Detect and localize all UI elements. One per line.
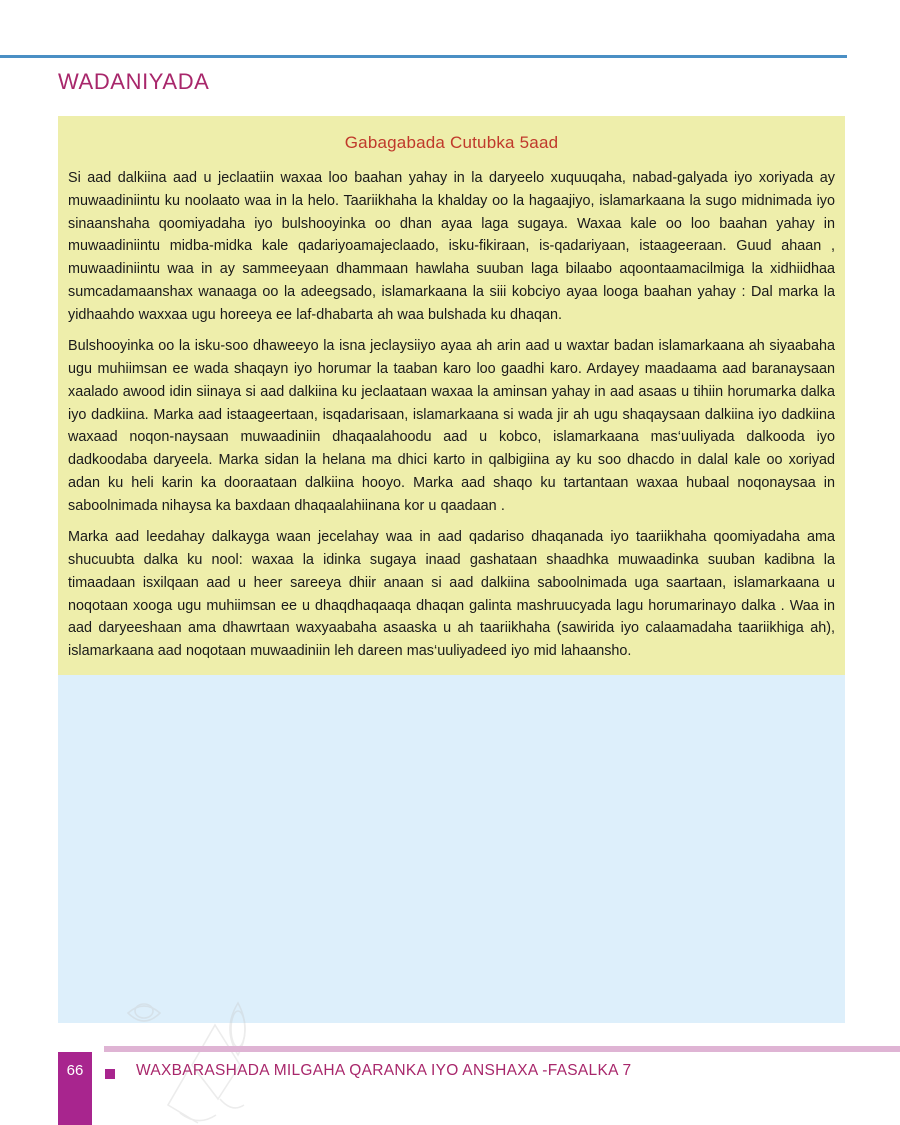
page-title: WADANIYADA (58, 69, 210, 94)
section-heading: Gabagabada Cutubka 5aad (344, 133, 559, 152)
body-paragraph: Si aad dalkiina aad u jeclaatiin waxaa loo baahan yahay in la daryeelo xuquuqaha, nabad-galyada iyo xoriyada ay muwaadiniintu ku noolaato waa in la helo. Taariikhaha la khalday oo la hagaajiyo, islamarkaana la sugo midnimada iyo sinaanshaha qoomiyadaha iyo bulshooyinka oo dhan ayaa laga sugaya. Waxaa kale oo loo baahan yahay in muwaadiniintu midba-midka kale qadariyoamajeclaado, isku-fikiraan, is-qadariyaan, istaageeraan. Guud ahaan , muwaadiniintu waa in ay sammeeyaan dhammaan hawlaha suuban laga bilaabo aqoontaamacilmiga la xidhiidhaa sumcadamaanshax wanaaga oo la adeegsado, islamarkaana la siii kobciyo ayaa looga baahan yahay : Dal marka la yidhaahdo waxxaa ugu horeeya ee laf-dhabarta ah waa bulshada ku dhaqan. (68, 170, 835, 323)
content-panel (58, 116, 845, 675)
blank-note-panel (58, 675, 845, 1023)
footer-book-title: WAXBARASHADA MILGAHA QARANKA IYO ANSHAXA -FASALKA 7 (136, 1062, 632, 1079)
footer-divider-rule (104, 1046, 900, 1052)
top-divider-rule (0, 55, 847, 58)
body-paragraph: Marka aad leedahay dalkayga waan jecelahay waa in aad qadariso dhaqanada iyo taariikhaha qoomiyadaha ama shucuubta dalka ku nool: waxaa la idinka sugaya inaad gashataan shaadhka muwaadinka suuban kadibna la timaadaan isxilqaan aad u heer sareeya dhiir anaan si aad dalkiina saboolnimada uga saartaan, islamarkaana u noqotaan xooga ugu muhiimsan ee u dhaqdhaqaaqa dhaqan galinta mashruucyada lagu horumarinayo dalka . Waa in aad daryeeshaan ama dhawrtaan waxyaabaha asaaska u ah taariikhaha (sawirida iyo calaamadaha taariikhiga ah), islamarkaana aad noqotaan muwaadiniin leh dareen mas‘uuliyadeed iyo mid lahaansho. (68, 529, 835, 659)
square-bullet-icon (105, 1069, 115, 1079)
body-paragraph: Bulshooyinka oo la isku-soo dhaweeyo la isna jeclaysiiyo ayaa ah arin aad u waxtar badan islamarkaana ah siyaabaha ugu muhiimsan ee wada shaqayn iyo horumar la taaban karo loo gaadhi karo. Ardayey maadaama aad baranaysaan xaalado awood idin siinaya si aad dalkiina ku jeclaataan waxaa la aminsan yahay in aad asaas u tihiin horumarka dalka iyo dadkiina. Marka aad istaageertaan, isqadarisaan, islamarkaana si wada jir ah ugu shaqaysaan dalkiina iyo dadkiina waxaad noqon-naysaan muwaadiniin dhaqaalahoodu aad u kobco, islamarkaana mas‘uuliyada dalkooda iyo dadkoodaba daryeela. Marka sidan la helana ma dhici karto in qalbigiina ay ku soo dhacdo in dalal kale oo xoriyad adan ku heli karin ka dooraataan dalkiina hooyo. Marka aad shaqo ku tartantaan waxaa hubaal noqonaysaa in saboolnimada nihaysa ka baxdaan dhaqaalahiinana kor u qaadaan . (68, 338, 835, 514)
page-number: 66 (66, 1062, 84, 1079)
